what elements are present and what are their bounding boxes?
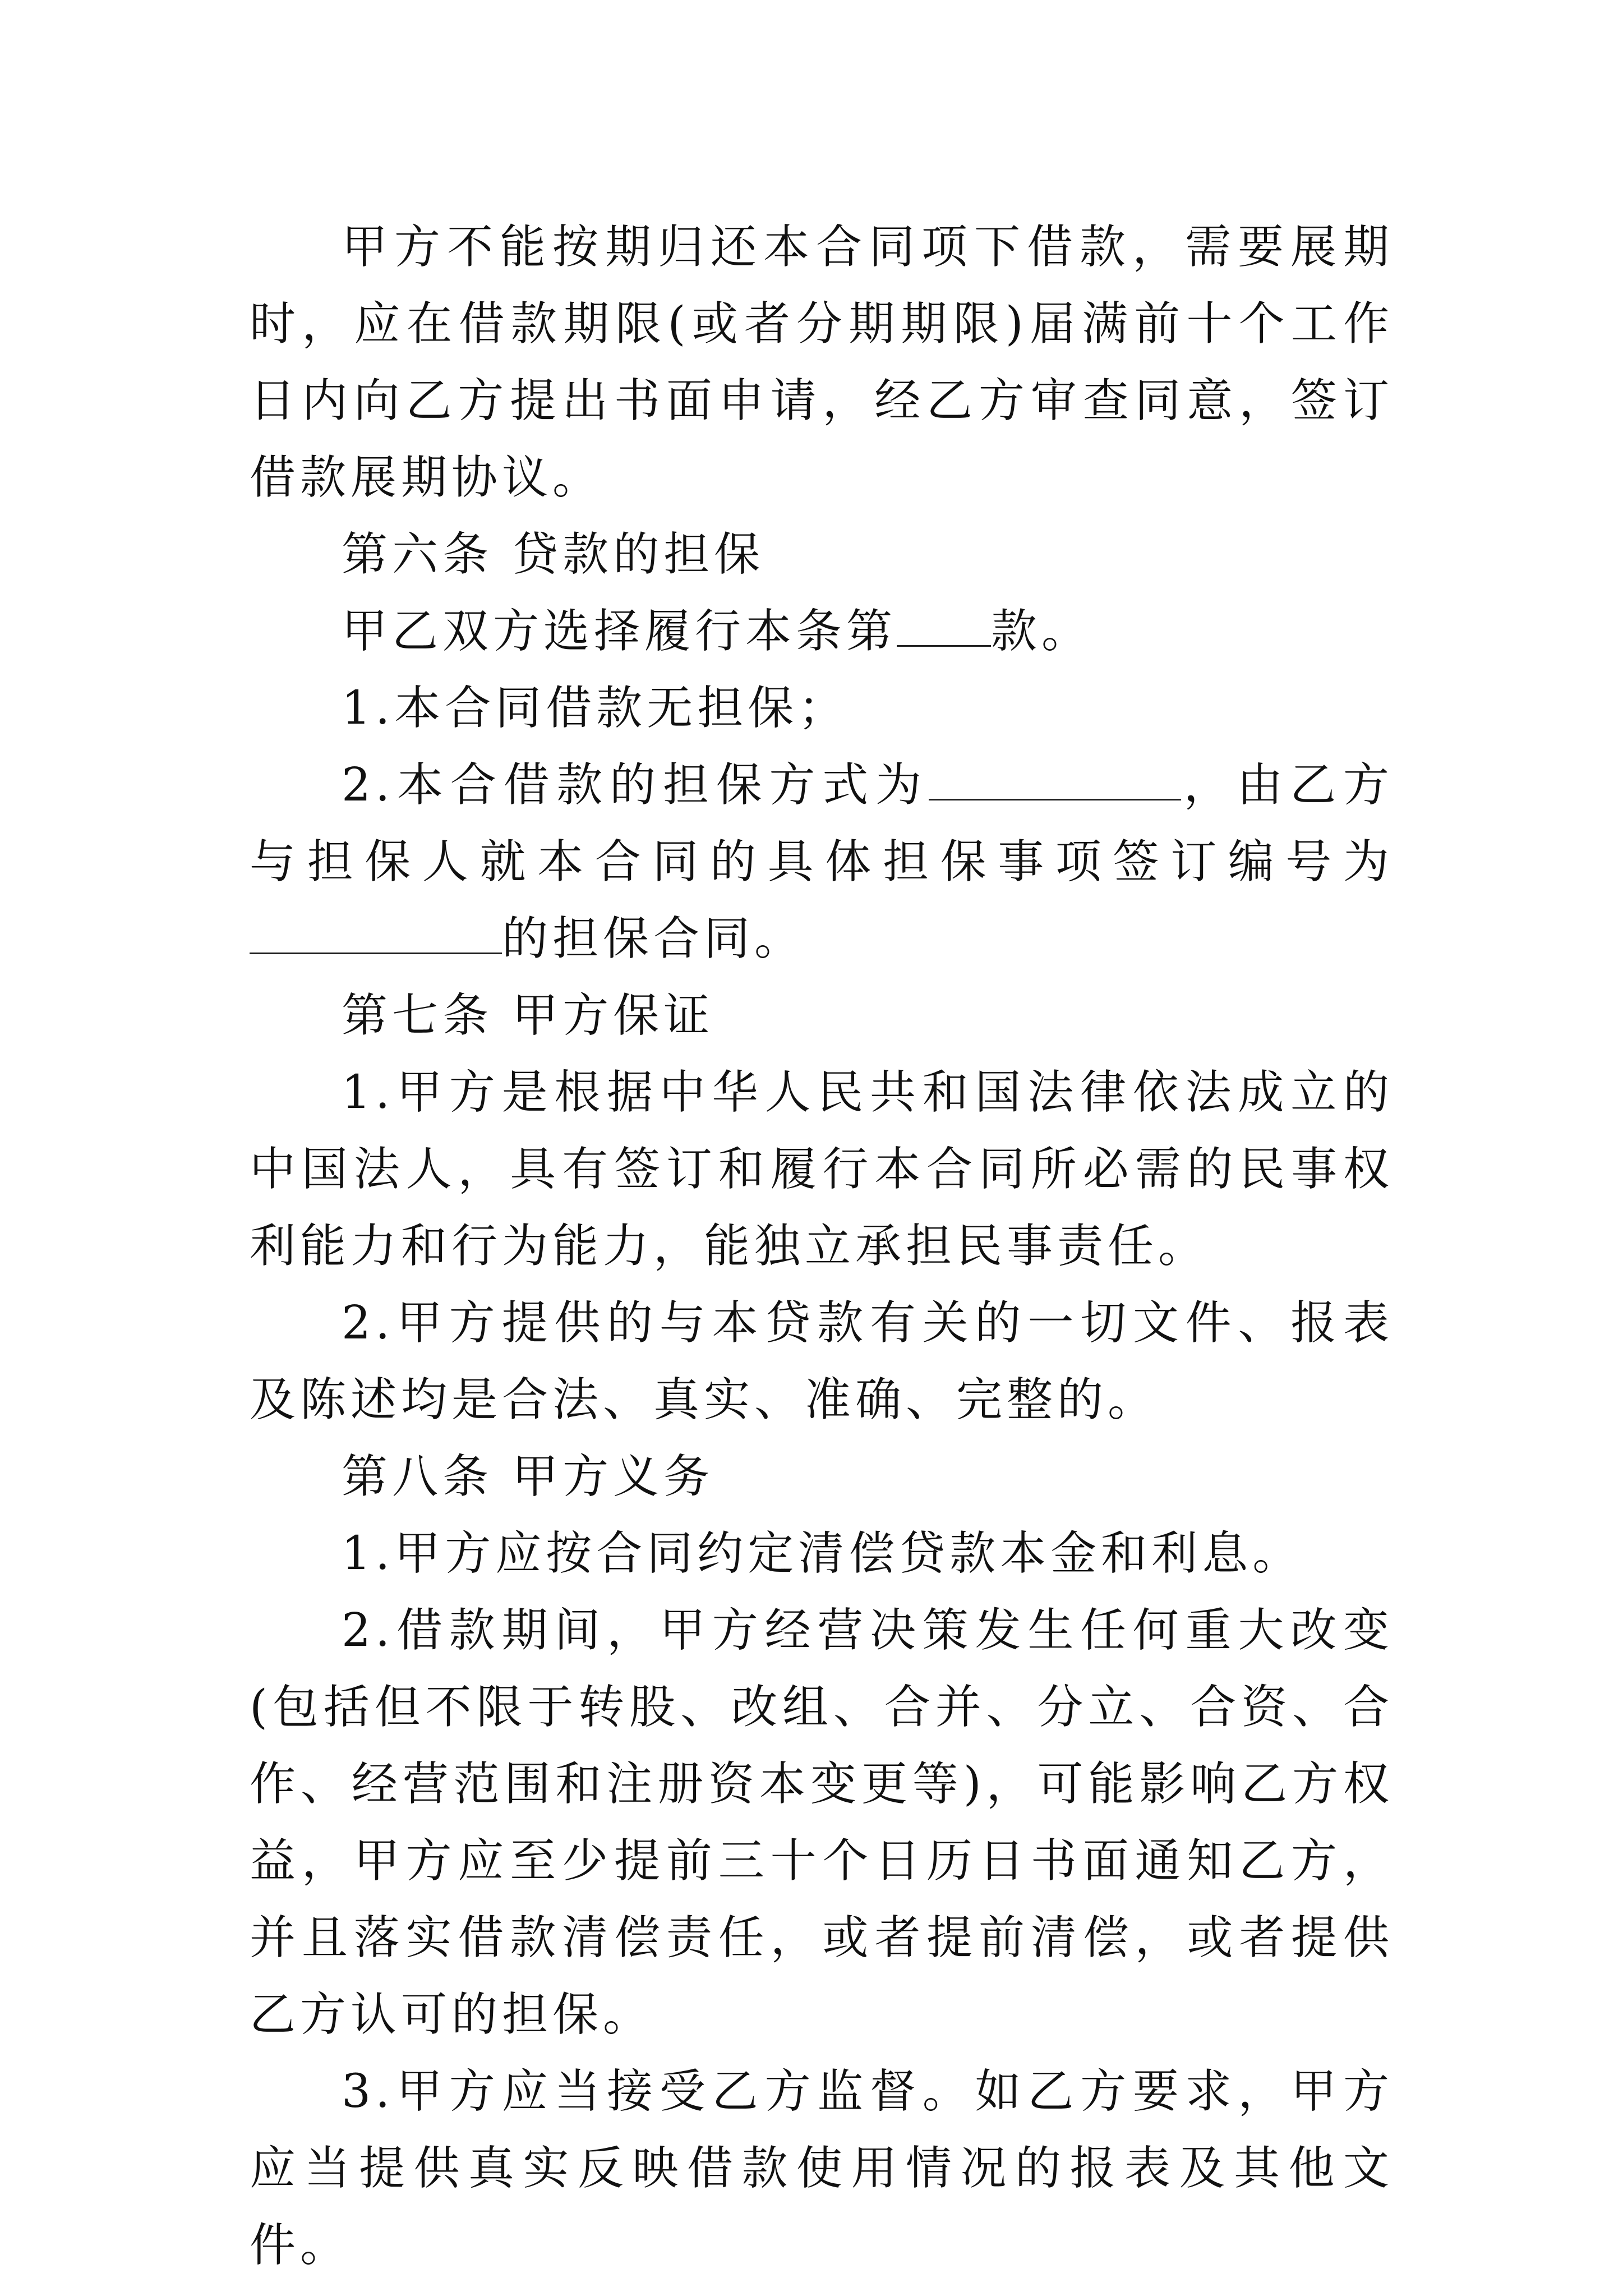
guarantee-choice-text: 甲乙双方选择履行本条第: [342, 605, 897, 658]
article-7-heading: 第七条 甲方保证: [342, 989, 714, 1042]
paragraph-legal-entity: 1.甲方是根据中华人民共和国法律依法成立的中国法人，具有签订和履行本合同所必需的民事权利能力和行为能力，能独立承担民事责任。: [250, 1066, 1394, 1273]
article-6-heading: 第六条 贷款的担保: [342, 528, 765, 581]
paragraph-guarantee-method: [250, 747, 1394, 977]
article-8-heading: 第八条 甲方义务: [342, 1450, 714, 1503]
clause-number-blank: [897, 601, 991, 647]
guarantee-choice-suffix: 款。: [991, 605, 1092, 658]
paragraph-documents-true: 2.甲方提供的与本贷款有关的一切文件、报表及陈述均是合法、真实、准确、完整的。: [250, 1296, 1394, 1427]
paragraph-major-change: 2.借款期间，甲方经营决策发生任何重大改变(包括但不限于转股、改组、合并、分立、合资、合作、经营范围和注册资本变更等)，可能影响乙方权益，甲方应至少提前三十个日历日书面通知乙方，并且落实借款清偿责任，或者提前清偿，或者提供乙方认可的担保。: [250, 1604, 1394, 2041]
paragraph-repayment: 1.甲方应按合同约定清偿贷款本金和利息。: [342, 1527, 1303, 1580]
paragraph-supervision: 3.甲方应当接受乙方监督。如乙方要求，甲方应当提供真实反映借款使用情况的报表及其他文件。: [250, 2065, 1394, 2272]
guarantee-method-text: 2.本合借款的担保方式为: [342, 758, 929, 812]
paragraph-guarantee-choice: [250, 593, 1394, 670]
document-body: [250, 209, 1394, 2284]
paragraph-no-guarantee: 1.本合同借款无担保；: [342, 682, 849, 735]
guarantee-contract-number-blank: [250, 909, 502, 954]
guarantee-method-blank: [929, 755, 1181, 800]
guarantee-method-middle: ，由乙方与担保人就本合同的具体担保事项签订编号为: [250, 758, 1394, 889]
guarantee-method-suffix: 的担保合同。: [502, 912, 805, 965]
paragraph-extension-request: 甲方不能按期归还本合同项下借款，需要展期时，应在借款期限(或者分期期限)届满前十个工作日内向乙方提出书面申请，经乙方审查同意，签订借款展期协议。: [250, 220, 1394, 504]
